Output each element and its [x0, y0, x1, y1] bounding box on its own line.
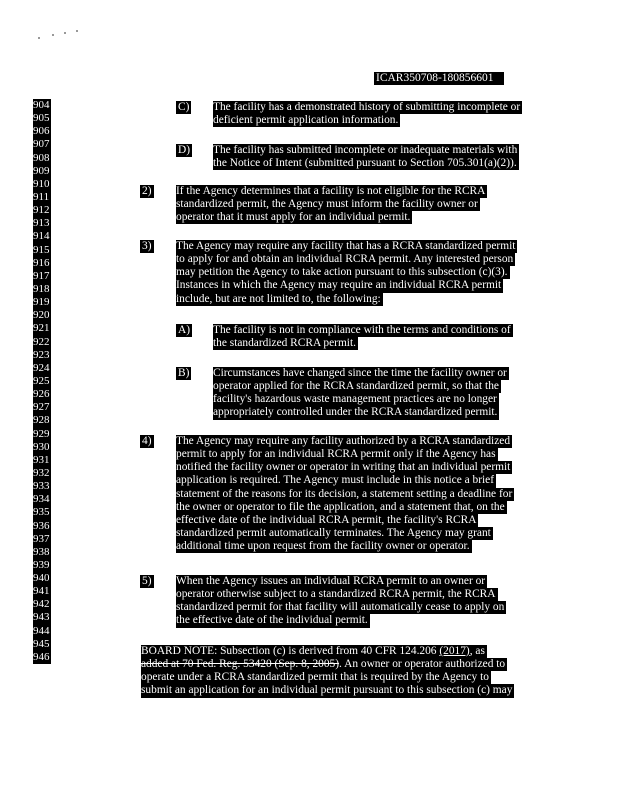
text-line: standardized permit automatically terminates. The Agency may grant [176, 526, 491, 539]
line-number: 943 [33, 611, 50, 624]
line-number: 917 [33, 269, 50, 282]
text-line: If the Agency determines that a facility is not eligible for the RCRA [176, 185, 486, 197]
text-line: standardized permit for that facility will automatically cease to apply on [176, 601, 505, 614]
line-number: 935 [33, 506, 50, 519]
item-label-a: A) [178, 324, 191, 336]
inserted-text: (2017) [439, 645, 470, 657]
scan-speck [38, 37, 40, 39]
line-number: 933 [33, 480, 50, 493]
text-line: Circumstances have changed since the time the facility owner or [213, 367, 507, 379]
line-number: 945 [33, 637, 50, 650]
line-number: 914 [33, 230, 50, 243]
item-2-text [176, 185, 487, 224]
line-number: 912 [33, 204, 50, 217]
line-number: 922 [33, 335, 50, 348]
line-number: 919 [33, 296, 50, 309]
line-number: 907 [33, 138, 50, 151]
line-number: 938 [33, 545, 50, 558]
item-label-2: 2) [142, 185, 152, 197]
item-5-text [176, 575, 506, 628]
line-number: 918 [33, 282, 50, 295]
board-note-suffix: , as [469, 645, 485, 657]
line-number: 906 [33, 125, 50, 138]
text-line: may petition the Agency to take action pursuant to this subsection (c)(3). [176, 266, 508, 279]
text-line: the effective date of the individual permit. [176, 614, 368, 627]
text-line: application is required. The Agency must include in this notice a brief [176, 474, 495, 487]
text-line: standardized permit, the Agency must inform the facility owner or [176, 198, 478, 211]
item-label-b: B) [178, 367, 190, 379]
line-number: 929 [33, 427, 50, 440]
line-number: 905 [33, 112, 50, 125]
line-number: 925 [33, 374, 50, 387]
text-line: appropriately controlled under the RCRA standardized permit. [213, 406, 498, 419]
item-label-5: 5) [142, 575, 152, 587]
board-note-line-4: submit an application for an individual permit pursuant to this subsection (c) may [141, 684, 513, 697]
line-number: 928 [33, 414, 50, 427]
line-number: 930 [33, 440, 50, 453]
line-number: 934 [33, 493, 50, 506]
line-number: 926 [33, 388, 50, 401]
text-line: deficient permit application information. [213, 114, 399, 127]
board-note-line-2-rest: . An owner or operator authorized to [339, 658, 506, 671]
line-number: 921 [33, 322, 50, 335]
text-line: the Notice of Intent (submitted pursuant to Section 705.301(a)(2)). [213, 157, 517, 170]
text-line: notified the facility owner or operator in writing that an individual permit [176, 461, 511, 474]
item-label-c: C) [178, 101, 190, 113]
text-line: operator that it must apply for an individual permit. [176, 211, 411, 224]
board-note-line-2 [141, 658, 507, 671]
line-number: 908 [33, 151, 50, 164]
item-b-text [213, 367, 509, 420]
text-line: operator otherwise subject to a standardized RCRA permit, the RCRA [176, 588, 496, 601]
line-number: 911 [33, 190, 50, 203]
line-number: 944 [33, 624, 50, 637]
line-number: 937 [33, 532, 50, 545]
text-line: The Agency may require any facility that has a RCRA standardized permit [176, 240, 516, 252]
line-number-column [33, 99, 51, 664]
line-number: 913 [33, 217, 50, 230]
item-label-3: 3) [142, 240, 152, 252]
text-line: When the Agency issues an individual RCRA permit to an owner or [176, 575, 486, 587]
line-number: 904 [33, 99, 50, 111]
board-note-line-3: operate under a RCRA standardized permit that is required by the Agency to [141, 671, 489, 684]
text-line: to apply for and obtain an individual RCRA permit. Any interested person [176, 253, 514, 266]
text-line: Instances in which the Agency may require an individual RCRA permit [176, 279, 502, 292]
text-line: effective date of the individual RCRA permit, the facility's RCRA [176, 513, 477, 526]
line-number: 939 [33, 558, 50, 571]
text-line: statement of the reasons for its decision, a statement setting a deadline for [176, 487, 513, 500]
line-number: 931 [33, 453, 50, 466]
text-line: The facility has submitted incomplete or inadequate materials with [213, 144, 518, 156]
text-line: permit to apply for an individual RCRA permit only if the Agency has [176, 448, 496, 461]
line-number: 924 [33, 361, 50, 374]
line-number: 946 [33, 650, 50, 663]
text-line: additional time upon request from the facility owner or operator. [176, 540, 470, 553]
text-line: operator applied for the RCRA standardized permit, so that the [213, 380, 499, 393]
line-number: 910 [33, 177, 50, 190]
line-number: 909 [33, 164, 50, 177]
scan-speck [76, 30, 78, 32]
text-line: the standardized RCRA permit. [213, 337, 356, 350]
struck-text: added at 70 Fed. Reg. 53420 (Sep. 8, 2005) [141, 658, 340, 671]
scan-speck [64, 32, 66, 34]
item-label-d: D) [178, 144, 191, 156]
line-number: 920 [33, 309, 50, 322]
text-line: The Agency may require any facility authorized by a RCRA standardized [176, 435, 511, 447]
item-c-text [213, 101, 522, 127]
item-a-text [213, 324, 513, 350]
item-d-text [213, 144, 519, 170]
line-number: 936 [33, 519, 50, 532]
item-3-text [176, 240, 517, 306]
line-number: 923 [33, 348, 50, 361]
line-number: 916 [33, 256, 50, 269]
line-number: 915 [33, 243, 50, 256]
document-id-header: ICAR350708-180856601 [374, 72, 504, 85]
line-number: 940 [33, 572, 50, 585]
text-line: facility's hazardous waste management practices are no longer [213, 393, 497, 406]
line-number: 941 [33, 585, 50, 598]
item-4-text [176, 435, 514, 553]
scan-speck [52, 34, 54, 36]
item-label-4: 4) [142, 435, 152, 447]
text-line: The facility has a demonstrated history of submitting incomplete or [213, 101, 521, 113]
text-line: The facility is not in compliance with the terms and conditions of [213, 324, 511, 336]
board-note-line-1 [141, 645, 487, 658]
board-note [141, 645, 514, 698]
board-note-prefix: BOARD NOTE: Subsection (c) is derived from 40 CFR 124.206 [141, 645, 440, 657]
line-number: 932 [33, 466, 50, 479]
line-number: 927 [33, 401, 50, 414]
text-line: the owner or operator to file the application, and a statement that, on the [176, 500, 505, 513]
text-line: include, but are not limited to, the following: [176, 292, 381, 305]
line-number: 942 [33, 598, 50, 611]
